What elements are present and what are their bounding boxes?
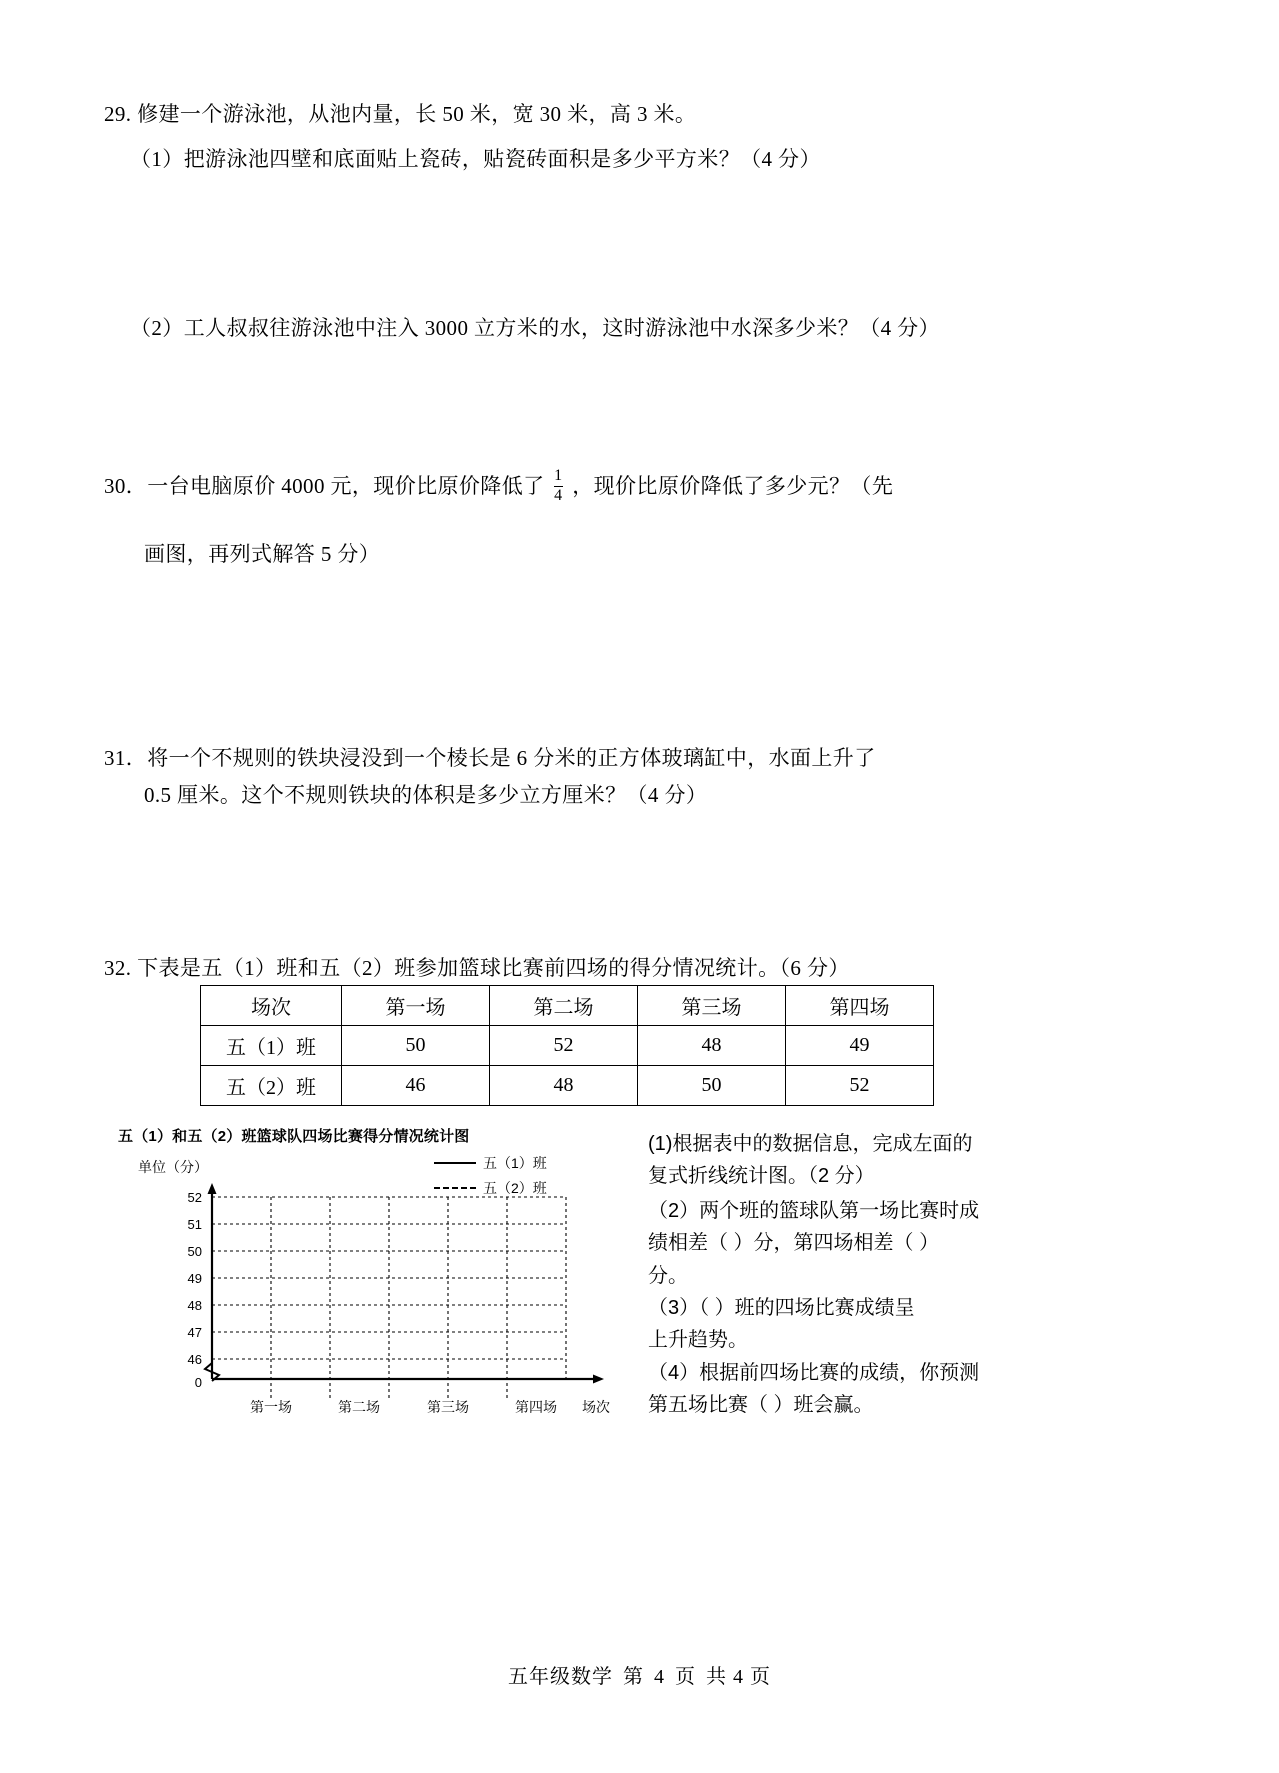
x-tick-label: 第二场 — [338, 1399, 380, 1413]
x-axis-label: 场次 — [582, 1399, 610, 1413]
question-32-subquestions — [648, 1128, 1188, 1422]
subquestion-1-line2: 复式折线统计图。（2 分） — [648, 1165, 875, 1188]
y-tick-label: 52 — [187, 1190, 202, 1205]
table-cell: 48 — [490, 1066, 638, 1106]
legend-label: 五（1）班 — [483, 1155, 547, 1171]
subquestion-4-line1: （4）根据前四场比赛的成绩，你预测 — [648, 1361, 980, 1384]
row-label: 五（2）班 — [201, 1066, 342, 1106]
question-31 — [104, 740, 1194, 814]
question-32-stem: 32. 下表是五（1）班和五（2）班参加篮球比赛前四场的得分情况统计。（6 分） — [104, 956, 850, 980]
table-header-cell: 第一场 — [342, 986, 490, 1026]
score-table — [200, 985, 934, 1106]
y-tick-label: 51 — [187, 1217, 202, 1232]
y-tick-label: 0 — [194, 1375, 202, 1390]
subquestion-2-line1: （2）两个班的篮球队第一场比赛时成 — [648, 1199, 980, 1222]
fraction-one-quarter — [554, 468, 562, 505]
fraction-denominator: 4 — [554, 486, 563, 504]
x-tick-label: 第四场 — [515, 1399, 557, 1413]
table-row — [201, 1066, 934, 1106]
question-29-part2: （2）工人叔叔往游泳池中注入 3000 立方米的水，这时游泳池中水深多少米？（4 分） — [130, 316, 940, 340]
question-31-line2: 0.5 厘米。这个不规则铁块的体积是多少立方厘米？（4 分） — [144, 782, 708, 807]
table-cell: 46 — [342, 1066, 490, 1106]
table-cell: 52 — [786, 1066, 934, 1106]
question-29-stem: 29. 修建一个游泳池，从池内量，长 50 米，宽 30 米，高 3 米。 — [104, 102, 697, 126]
subquestion-1-line1: (1)根据表中的数据信息，完成左面的 — [648, 1133, 973, 1155]
table-header-cell: 场次 — [201, 986, 342, 1026]
chart-plot-area — [104, 1183, 624, 1413]
table-header-cell: 第三场 — [638, 986, 786, 1026]
chart-unit-label: 单位（分） — [138, 1159, 208, 1175]
table-header-row — [201, 986, 934, 1026]
score-table-wrapper — [200, 985, 934, 1106]
table-header-cell: 第二场 — [490, 986, 638, 1026]
x-tick-label: 第三场 — [427, 1399, 469, 1413]
footer-page-word: 第 — [623, 1666, 644, 1688]
question-30-line2: 画图，再列式解答 5 分） — [144, 542, 381, 567]
question-29 — [104, 96, 1184, 178]
legend-line-solid-icon — [434, 1162, 476, 1164]
fraction-numerator: 1 — [554, 466, 563, 484]
question-30-line1 — [104, 468, 1174, 506]
subquestion-3-line2: 上升趋势。 — [648, 1329, 748, 1352]
row-label: 五（1）班 — [201, 1026, 342, 1066]
question-30-text-a: 30．一台电脑原价 4000 元，现价比原价降低了 — [104, 474, 545, 498]
y-tick-label: 49 — [187, 1271, 202, 1286]
y-tick-label: 50 — [187, 1244, 202, 1259]
legend-label: 五（2）班 — [483, 1180, 547, 1196]
legend-item — [434, 1153, 547, 1173]
table-cell: 49 — [786, 1026, 934, 1066]
y-tick-label: 47 — [187, 1325, 202, 1340]
table-cell: 52 — [490, 1026, 638, 1066]
subquestion-2-line3: 分。 — [648, 1264, 688, 1287]
question-30-text-b: ，现价比原价降低了多少元？（先 — [572, 474, 894, 498]
line-chart — [104, 1125, 624, 1413]
y-tick-label: 48 — [187, 1298, 202, 1313]
footer-page-number: 4 — [654, 1666, 665, 1688]
question-29-part1: （1）把游泳池四壁和底面贴上瓷砖，贴瓷砖面积是多少平方米？（4 分） — [130, 146, 821, 171]
footer-page-unit: 页 — [675, 1666, 696, 1688]
table-cell: 50 — [342, 1026, 490, 1066]
y-tick-label: 46 — [187, 1352, 202, 1367]
table-row — [201, 1026, 934, 1066]
subquestion-2-line2: 绩相差（ ）分，第四场相差（ ） — [648, 1232, 940, 1255]
subquestion-4-line2: 第五场比赛（ ）班会赢。 — [648, 1394, 874, 1417]
page-footer — [0, 1660, 1279, 1689]
table-cell: 48 — [638, 1026, 786, 1066]
table-header-cell: 第四场 — [786, 986, 934, 1026]
subquestion-3-line1: （3）（ ）班的四场比赛成绩呈 — [648, 1296, 915, 1319]
chart-title: 五（1）和五（2）班篮球队四场比赛得分情况统计图 — [118, 1128, 470, 1145]
question-30 — [104, 468, 1174, 573]
footer-subject: 五年级数学 — [508, 1666, 613, 1688]
x-tick-label: 第一场 — [250, 1399, 292, 1413]
table-cell: 50 — [638, 1066, 786, 1106]
question-31-line1: 31．将一个不规则的铁块浸没到一个棱长是 6 分米的正方体玻璃缸中，水面上升了 — [104, 746, 876, 770]
footer-total-pages: 共 4 页 — [706, 1666, 771, 1688]
